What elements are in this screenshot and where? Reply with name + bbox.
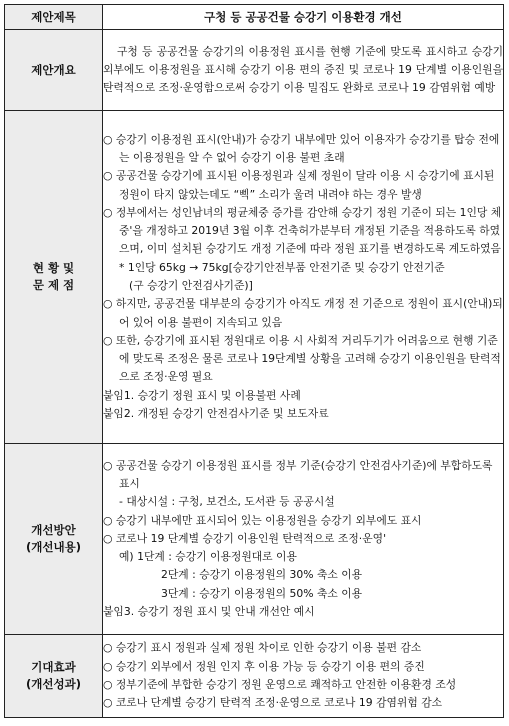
proposal-example-2: 2단계 : 승강기 이용정원의 30% 축소 이용 — [161, 568, 363, 582]
attachment-1: 붙임1. 승강기 정원 표시 및 이용불편 사례 — [103, 388, 301, 402]
proposal-label — [5, 444, 103, 635]
status-note-1: * 1인당 65kg → 75kg[승강기안전부품 안전기준 및 승강기 안전기준 — [119, 260, 445, 274]
proposal-title: 구청 등 공공건물 승강기 이용환경 개선 — [103, 5, 504, 30]
effect-label — [5, 635, 103, 718]
proposal-bullet-2: ○ 승강기 내부에만 표시되어 있는 이용정원을 승강기 외부에도 표시 — [103, 513, 422, 527]
proposal-sub-1: - 대상시설 : 구청, 보건소, 도서관 등 공공시설 — [119, 495, 335, 509]
summary-cell — [103, 30, 504, 111]
effect-item-2: ○ 승강기 외부에서 정원 인지 후 이용 가능 등 승강기 이용 편의 증진 — [103, 659, 425, 673]
status-bullet-3: ○ 정부에서는 성인남녀의 평균체중 증가를 감안해 승강기 정원 기준이 되는 1인당 체중'을 개정하고 2019년 3월 이후 건축허가분부터 개정된 기준을 적용하도록 하였으며, 이미 설치된 승강기도 개정 기준에 따라 정원 표기를 변경하도록 계도하였음 — [103, 205, 502, 256]
proposal-example-1: 예) 1단계 : 승강기 이용정원대로 이용 — [119, 550, 297, 564]
status-bullet-1: ○ 승강기 이용정원 표시(안내)가 승강기 내부에만 있어 이용자가 승강기를 탑승 전에는 이용정원을 알 수 없어 승강기 이용 불편 초래 — [103, 132, 500, 164]
proposal-label-line1: 개선방안 — [31, 523, 76, 537]
proposal-bullet-1: ○ 공공건물 승강기 이용정원 표시를 정부 기준(승강기 안전검사기준)에 부합하도록 표시 — [103, 458, 493, 490]
proposal-table — [4, 4, 504, 718]
status-bullet-5: ○ 또한, 승강기에 표시된 정원대로 이용 시 사회적 거리두기가 어려움으로 현행 기준에 맞도록 조정은 물론 코로나 19단계별 상황을 고려해 승강기 이용인원을 탄력적으로 조정·운영 필요 — [103, 333, 501, 384]
summary-row — [5, 30, 504, 111]
proposal-cell — [103, 444, 504, 635]
effect-item-4: ○ 코로나 단계별 승강기 탄력적 조정·운영으로 코로나 19 감염위험 감소 — [103, 696, 443, 710]
title-label: 제안제목 — [5, 5, 103, 30]
status-cell — [103, 111, 504, 444]
effect-item-1: ○ 승강기 표시 정원과 실제 정원 차이로 인한 승강기 이용 불편 감소 — [103, 641, 422, 655]
proposal-label-line2: (개선내용) — [26, 540, 81, 554]
proposal-row — [5, 444, 504, 635]
effect-label-line2: (개선성과) — [26, 677, 81, 691]
effect-row — [5, 635, 504, 718]
effect-cell — [103, 635, 504, 718]
status-note-2: (구 승강기 안전검사기준)] — [129, 279, 253, 292]
effect-label-line1: 기대효과 — [31, 660, 76, 674]
status-bullet-2: ○ 공공건물 승강기에 표시된 이용정원과 실제 정원이 달라 이용 시 승강기에 표시된 정원이 타지 않았는데도 “삑” 소리가 울려 내려야 하는 경우 발생 — [103, 169, 495, 201]
proposal-bullet-3: ○ 코로나 19 단계별 승강기 이용인원 탄력적으로 조정·운영' — [103, 531, 387, 545]
status-bullet-4: ○ 하지만, 공공건물 대부분의 승강기가 아직도 개정 전 기준으로 정원이 표시(안내)되어 있어 이용 불편이 지속되고 있음 — [103, 297, 503, 329]
summary-text: 구청 등 공공건물 승강기의 이용정원 표시를 현행 기준에 맞도록 표시하고 승강기 외부에도 이용정원을 표시해 승강기 이용 편의 증진 및 코로나 19 단계별 이용인원을 탄력적으로 조정·운영함으로써 승강기 이용 밀집도 완화로 코로나 19 감염위험 예방 — [103, 44, 503, 95]
effect-item-3: ○ 정부기준에 부합한 승강기 정원 운영으로 쾌적하고 안전한 이용환경 조성 — [103, 678, 457, 691]
proposal-example-3: 3단계 : 승강기 이용정원의 50% 축소 이용 — [161, 586, 363, 600]
title-row — [5, 5, 504, 30]
status-row — [5, 111, 504, 444]
attachment-2: 붙임2. 개정된 승강기 안전검사기준 및 보도자료 — [103, 407, 329, 421]
attachment-3: 붙임3. 승강기 정원 표시 및 안내 개선안 예시 — [103, 605, 315, 619]
status-label-line2: 문 제 점 — [32, 278, 75, 292]
status-label — [5, 111, 103, 444]
summary-label: 제안개요 — [5, 30, 103, 111]
status-label-line1: 현 황 및 — [32, 261, 75, 275]
